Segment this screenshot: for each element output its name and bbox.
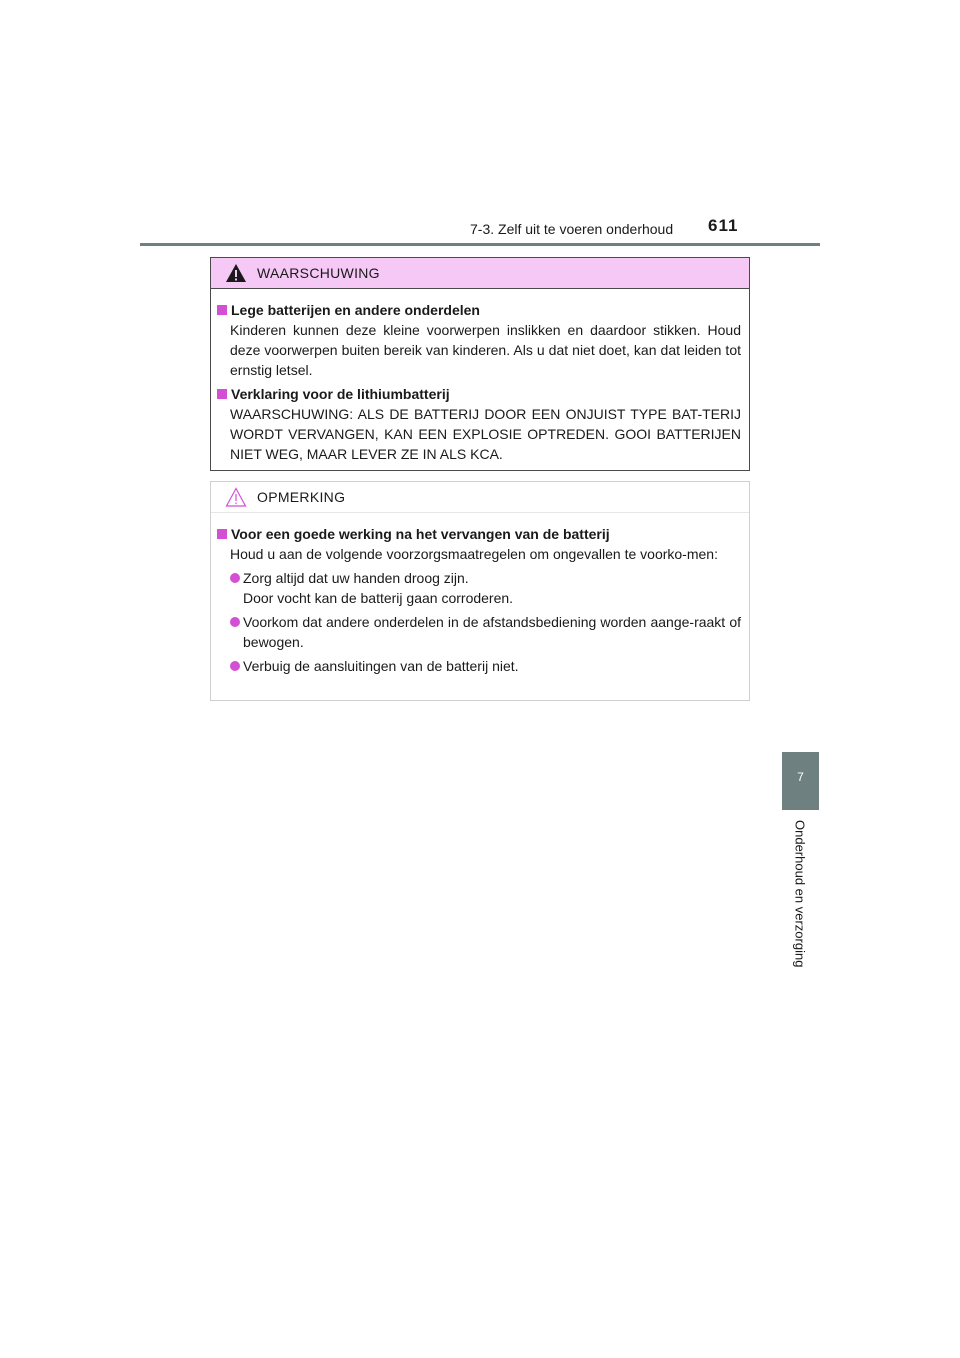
round-bullet-icon xyxy=(230,573,240,583)
warning-body xyxy=(211,289,749,464)
header-rule xyxy=(140,243,820,246)
note-label: OPMERKING xyxy=(257,489,346,505)
warning-item-title-text: Verklaring voor de lithiumbatterij xyxy=(231,386,450,402)
warning-box xyxy=(210,257,750,471)
round-bullet-icon xyxy=(230,661,240,671)
warning-header xyxy=(211,258,749,289)
note-header xyxy=(211,482,749,513)
note-title xyxy=(217,524,741,544)
square-bullet-icon xyxy=(217,305,227,315)
warning-item-text: Kinderen kunnen deze kleine voorwerpen inslikken en daardoor stikken. Houd deze voorwerpen buiten bereik van kinderen. Als u dat niet doet, kan dat leiden tot ernstig letsel. xyxy=(230,322,741,378)
list-item xyxy=(217,656,741,676)
note-box xyxy=(210,481,750,701)
note-title-text: Voor een goede werking na het vervangen van de batterij xyxy=(231,526,610,542)
warning-label: WAARSCHUWING xyxy=(257,265,380,281)
list-item xyxy=(217,568,741,608)
page-number: 611 xyxy=(708,216,739,235)
chapter-title: Onderhoud en verzorging xyxy=(792,820,808,968)
warning-triangle-outline-icon xyxy=(225,487,249,507)
square-bullet-icon xyxy=(217,529,227,539)
note-body xyxy=(211,513,749,676)
chapter-tab[interactable] xyxy=(782,752,819,810)
warning-item-title xyxy=(217,384,741,404)
list-item-text: Verbuig de aansluitingen van de batterij niet. xyxy=(243,658,519,674)
warning-triangle-filled-icon xyxy=(225,263,249,283)
section-title: 7-3. Zelf uit te voeren onderhoud xyxy=(470,221,674,237)
list-item-text: Zorg altijd dat uw handen droog zijn. Door vocht kan de batterij gaan corroderen. xyxy=(243,570,514,606)
list-item-text: Voorkom dat andere onderdelen in de afstandsbediening worden aange-raakt of bewogen. xyxy=(243,614,741,650)
warning-item-title xyxy=(217,300,741,320)
warning-item-text: WAARSCHUWING: ALS DE BATTERIJ DOOR EEN ONJUIST TYPE BAT-TERIJ WORDT VERVANGEN, KAN EEN EXPLOSIE OPTREDEN. GOOI BATTERIJEN NIET WEG, MAAR LEVER ZE IN ALS KCA. xyxy=(230,406,741,462)
list-item xyxy=(217,612,741,652)
chapter-number: 7 xyxy=(797,770,804,784)
square-bullet-icon xyxy=(217,389,227,399)
round-bullet-icon xyxy=(230,617,240,627)
note-intro: Houd u aan de volgende voorzorgsmaatregelen om ongevallen te voorko-men: xyxy=(230,546,718,562)
warning-item-title-text: Lege batterijen en andere onderdelen xyxy=(231,302,480,318)
